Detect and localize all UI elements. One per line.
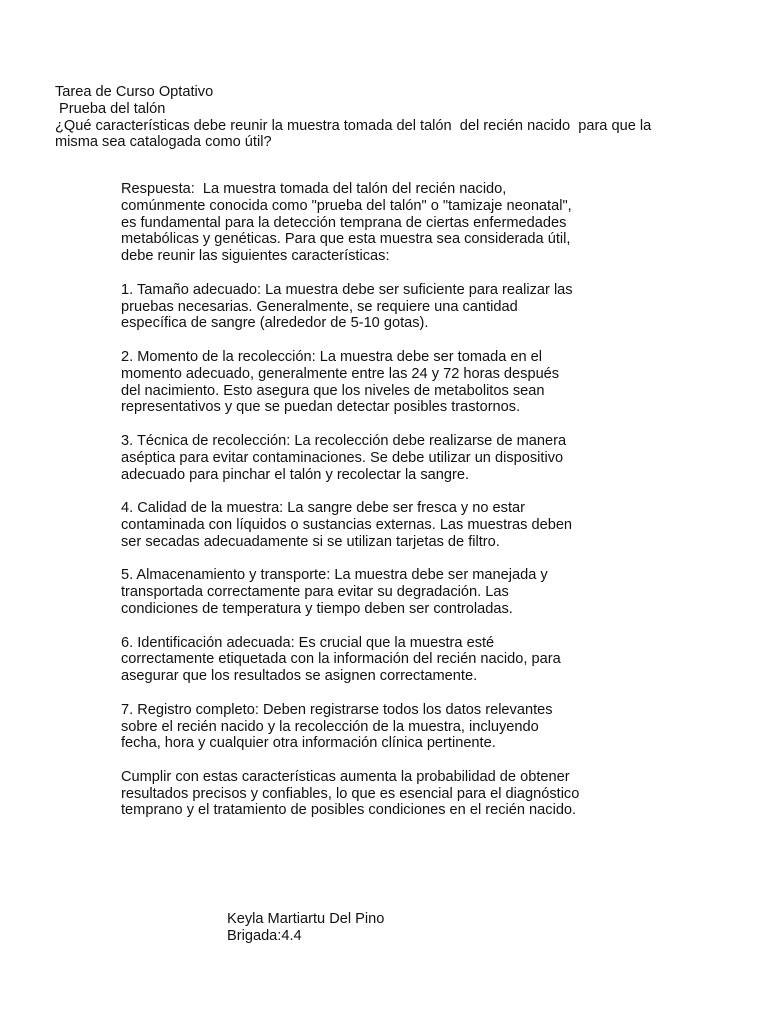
text-line: Respuesta: La muestra tomada del talón del recién nacido,: [121, 181, 507, 197]
brigade-label: Brigada:4.4: [227, 927, 302, 944]
text-line: debe reunir las siguientes características:: [121, 248, 390, 265]
text-line: 5. Almacenamiento y transporte: La muestra debe ser manejada y: [121, 567, 548, 584]
text-line: fecha, hora y cualquier otra información clínica pertinente.: [121, 735, 496, 752]
text-line: momento adecuado, generalmente entre las 24 y 72 horas después: [121, 365, 560, 382]
signature-block: [227, 911, 384, 945]
text-line: ser secadas adecuadamente si se utilizan tarjetas de filtro.: [121, 533, 500, 550]
text-line: temprano y el tratamiento de posibles condiciones en el recién nacido.: [121, 802, 577, 819]
text-line: 4. Calidad de la muestra: La sangre debe ser fresca y no estar: [121, 500, 525, 517]
list-item-3: [121, 433, 641, 483]
text-line: transportada correctamente para evitar su degradación. Las: [121, 584, 509, 601]
list-item-7: [121, 702, 641, 752]
text-line: sobre el recién nacido y la recolección de la muestra, incluyendo: [121, 718, 539, 735]
text-line: representativos y que se puedan detectar posibles trastornos.: [121, 399, 521, 416]
text-line: 7. Registro completo: Deben registrarse todos los datos relevantes: [121, 701, 553, 718]
text-line: adecuado para pinchar el talón y recolectar la sangre.: [121, 466, 470, 483]
document-title: Tarea de Curso Optativo: [55, 84, 214, 100]
list-item-2: [121, 349, 641, 416]
question-line: misma sea catalogada como útil?: [55, 134, 272, 151]
text-line: correctamente etiquetada con la información del recién nacido, para: [121, 651, 561, 668]
text-line: 6. Identificación adecuada: Es crucial que la muestra esté: [121, 634, 495, 651]
text-line: del nacimiento. Esto asegura que los niveles de metabolitos sean: [121, 382, 545, 399]
text-line: Cumplir con estas características aumenta la probabilidad de obtener: [121, 768, 570, 785]
text-line: específica de sangre (alrededor de 5-10 gotas).: [121, 315, 429, 332]
text-line: resultados precisos y confiables, lo que es esencial para el diagnóstico: [121, 785, 580, 802]
author-name: Keyla Martiartu Del Pino: [227, 911, 385, 927]
document-subtitle: Prueba del talón: [55, 100, 166, 117]
text-line: contaminada con líquidos o sustancias externas. Las muestras deben: [121, 516, 573, 533]
text-line: aséptica para evitar contaminaciones. Se debe utilizar un dispositivo: [121, 449, 564, 466]
text-line: pruebas necesarias. Generalmente, se requiere una cantidad: [121, 298, 518, 315]
answer-intro-paragraph: [121, 181, 641, 265]
document-header: [55, 84, 715, 151]
text-line: comúnmente conocida como "prueba del talón" o "tamizaje neonatal",: [121, 197, 572, 214]
list-item-6: [121, 635, 641, 685]
text-line: es fundamental para la detección temprana de ciertas enfermedades: [121, 214, 567, 231]
text-line: asegurar que los resultados se asignen correctamente.: [121, 668, 478, 685]
list-item-5: [121, 567, 641, 617]
text-line: condiciones de temperatura y tiempo deben ser controladas.: [121, 600, 513, 617]
list-item-1: [121, 282, 641, 332]
text-line: 3. Técnica de recolección: La recolección debe realizarse de manera: [121, 432, 567, 449]
question-line: ¿Qué características debe reunir la muestra tomada del talón del recién nacido para que la: [55, 117, 652, 134]
list-item-4: [121, 500, 641, 550]
text-line: 2. Momento de la recolección: La muestra debe ser tomada en el: [121, 348, 543, 365]
text-line: 1. Tamaño adecuado: La muestra debe ser suficiente para realizar las: [121, 281, 573, 298]
text-line: metabólicas y genéticas. Para que esta muestra sea considerada útil,: [121, 231, 571, 248]
answer-body: [121, 181, 641, 836]
conclusion-paragraph: [121, 769, 641, 819]
